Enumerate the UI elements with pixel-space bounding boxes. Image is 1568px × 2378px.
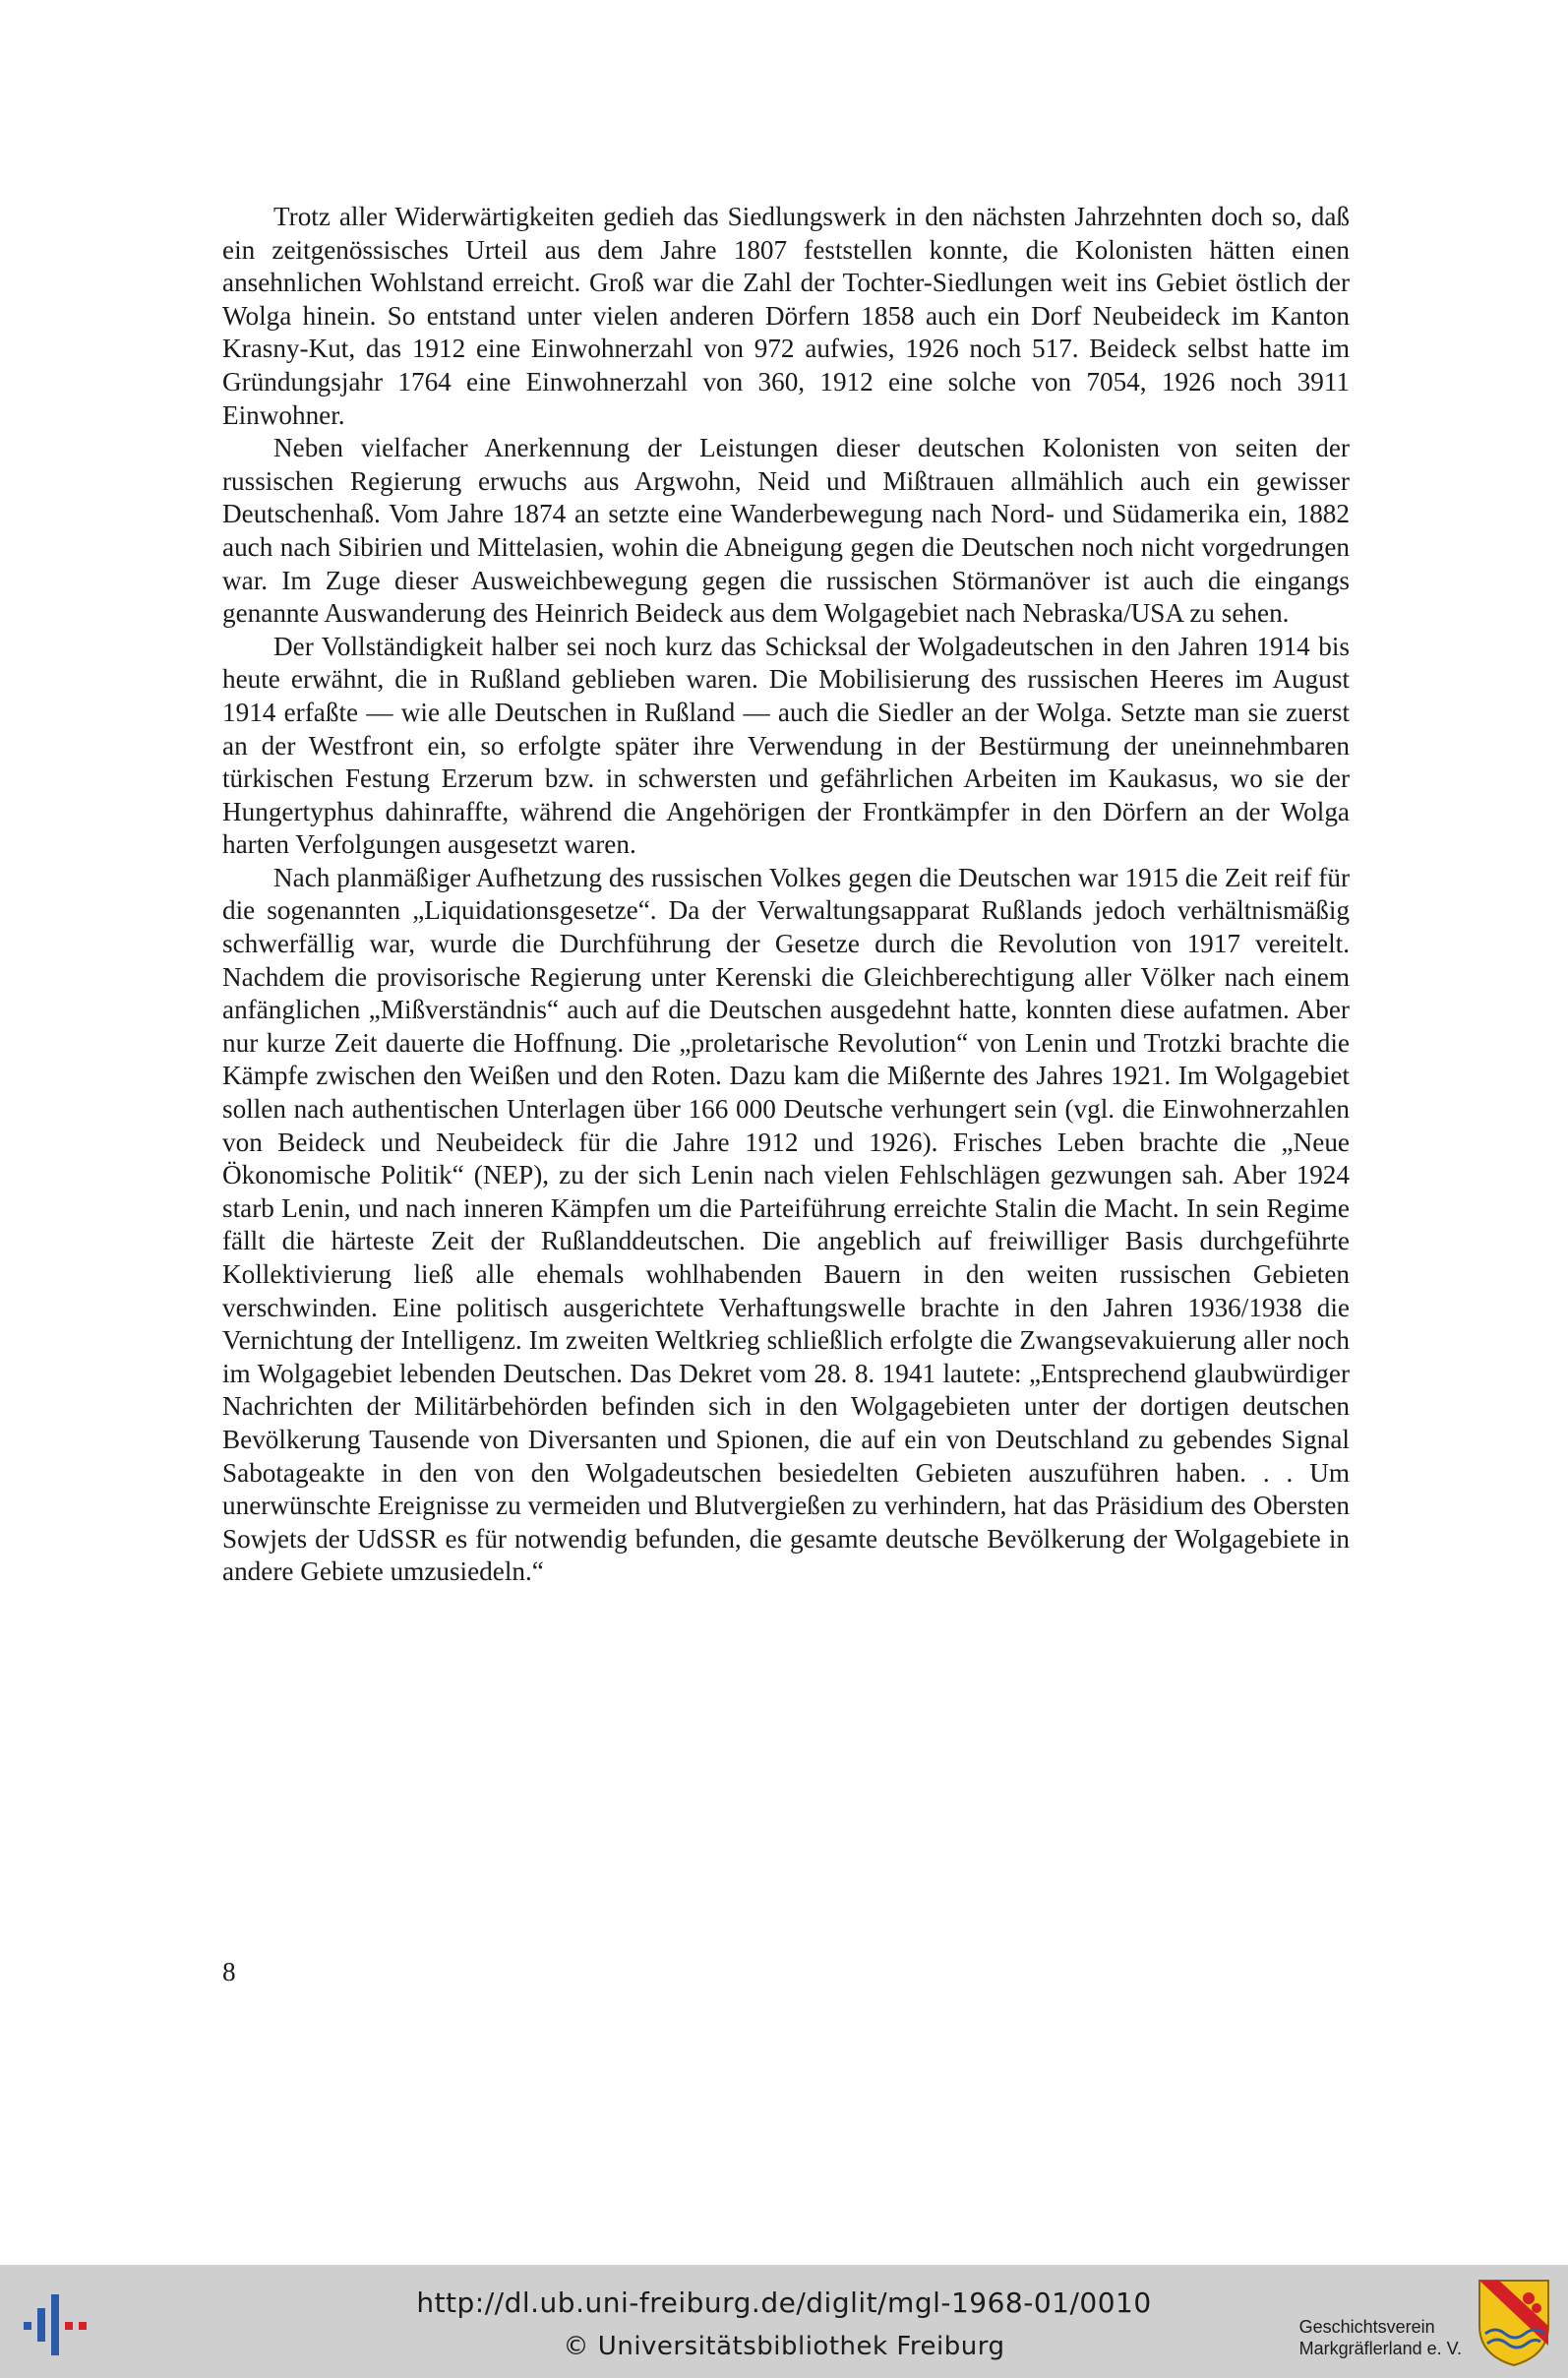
page-number: 8 <box>222 1957 236 1986</box>
coat-of-arms-icon[interactable] <box>1476 2277 1552 2367</box>
society-name-line2: Markgräflerland e. V. <box>1298 2339 1462 2358</box>
footer-url-link[interactable]: http://dl.ub.uni-freiburg.de/diglit/mgl-1968-01/0010 <box>416 2287 1152 2319</box>
paragraph: Neben vielfacher Anerkennung der Leistungen dieser deutschen Kolonisten von seiten der russischen Regierung erwuchs aus Argwohn, Neid und Mißtrauen allmählich auch ein gewisser Deutschenhaß. Vom Jahre 1874 an setzte eine Wanderbewegung nach Nord- und Südamerika ein, 1882 auch nach Sibirien und Mittelasien, wohin die Abneigung gegen die Deutschen noch nicht vorgedrungen war. Im Zuge dieser Ausweichbewegung gegen die russischen Störmanöver ist auch die eingangs genannte Auswanderung des Heinrich Beideck aus dem Wolgagebiet nach Nebraska/USA zu sehen. <box>222 433 1350 629</box>
society-name <box>1299 2316 1462 2359</box>
footer-copyright: © Universitätsbibliothek Freiburg <box>563 2332 1005 2361</box>
paragraph: Trotz aller Widerwärtigkeiten gedieh das Siedlungswerk in den nächsten Jahrzehnten doch so, daß ein zeitgenössisches Urteil aus dem Jahre 1807 feststellen konnte, die Kolonisten hätten einen ansehnlichen Wohlstand erreicht. Groß war die Zahl der Tochter-Siedlungen weit ins Gebiet östlich der Wolga hinein. So entstand unter vielen anderen Dörfern 1858 auch ein Dorf Neubeideck im Kanton Krasny-Kut, das 1912 eine Einwohnerzahl von 972 aufwies, 1926 noch 517. Beideck selbst hatte im Gründungsjahr 1764 eine Einwohnerzahl von 360, 1912 eine solche von 7054, 1926 noch 3911 Einwohner. <box>222 202 1350 430</box>
society-name-line1: Geschichtsverein <box>1298 2317 1435 2337</box>
paragraph: Nach planmäßiger Aufhetzung des russischen Volkes gegen die Deutschen war 1915 die Zeit reif für die sogenannten „Liquidationsgesetze“. Da der Verwaltungsapparat Rußlands jedoch verhältnismäßig schwerfällig war, wurde die Durchführung der Gesetze durch die Revolution von 1917 vereitelt. Nachdem die provisorische Regierung unter Kerenski die Gleichberechtigung aller Völker nach einem anfänglichen „Mißverständnis“ auch auf die Deutschen ausgedehnt hatte, konnten diese aufatmen. Aber nur kurze Zeit dauerte die Hoffnung. Die „proletarische Revolution“ von Lenin und Trotzki brachte die Kämpfe zwischen den Weißen und den Roten. Dazu kam die Mißernte des Jahres 1921. Im Wolgagebiet sollen nach authentischen Unterlagen über 166 000 Deutsche verhungert sein (vgl. die Einwohnerzahlen von Beideck und Neubeideck für die Jahre 1912 und 1926). Frisches Leben brachte die „Neue Ökonomische Politik“ (NEP), zu der sich Lenin nach vielen Fehlschlägen gezwungen sah. Aber 1924 starb Lenin, und nach inneren Kämpfen um die Parteiführung erreichte Stalin die Macht. In sein Regime fällt die härteste Zeit der Rußlanddeutschen. Die angeblich auf freiwilliger Basis durchgeführte Kollektivierung ließ alle ehemals wohlhabenden Bauern in den weiten russischen Gebieten verschwinden. Eine politisch ausgerichtete Verhaftungswelle brachte in den Jahren 1936/1938 die Vernichtung der Intelligenz. Im zweiten Weltkrieg schließlich erfolgte die Zwangsevakuierung aller noch im Wolgagebiet lebenden Deutschen. Das Dekret vom 28. 8. 1941 lautete: „Entsprechend glaubwürdiger Nachrichten der Militärbehörden befinden sich in den Wolgagebieten unter der dortigen deutschen Bevölkerung Tausende von Diversanten und Spionen, die auf ein von Deutschland zu gebendes Signal Sabotageakte in den von den Wolgadeutschen besiedelten Gebieten auszuführen haben. . . Um unerwünschte Ereignisse zu vermeiden und Blutvergießen zu verhindern, hat das Präsidium des Obersten Sowjets der UdSSR es für notwendig befunden, die gesamte deutsche Bevölkerung der Wolgagebiete in andere Gebiete umzusiedeln.“ <box>222 862 1350 1587</box>
document-text-body <box>222 201 1350 1589</box>
paragraph: Der Vollständigkeit halber sei noch kurz das Schicksal der Wolgadeutschen in den Jahren 1914 bis heute erwähnt, die in Rußland geblieben waren. Die Mobilisierung des russischen Heeres im August 1914 erfaßte — wie alle Deutschen in Rußland — auch die Siedler an der Wolga. Setzte man sie zuerst an der Westfront ein, so erfolgte später ihre Verwendung in der Bestürmung der uneinnehmbaren türkischen Festung Erzerum bzw. in schwersten und gefährlichen Arbeiten im Kaukasus, wo sie der Hungertyphus dahinraffte, während die Angehörigen der Frontkämpfer in den Dörfern an der Wolga harten Verfolgungen ausgesetzt waren. <box>222 631 1350 860</box>
footer-bar <box>0 2265 1568 2378</box>
